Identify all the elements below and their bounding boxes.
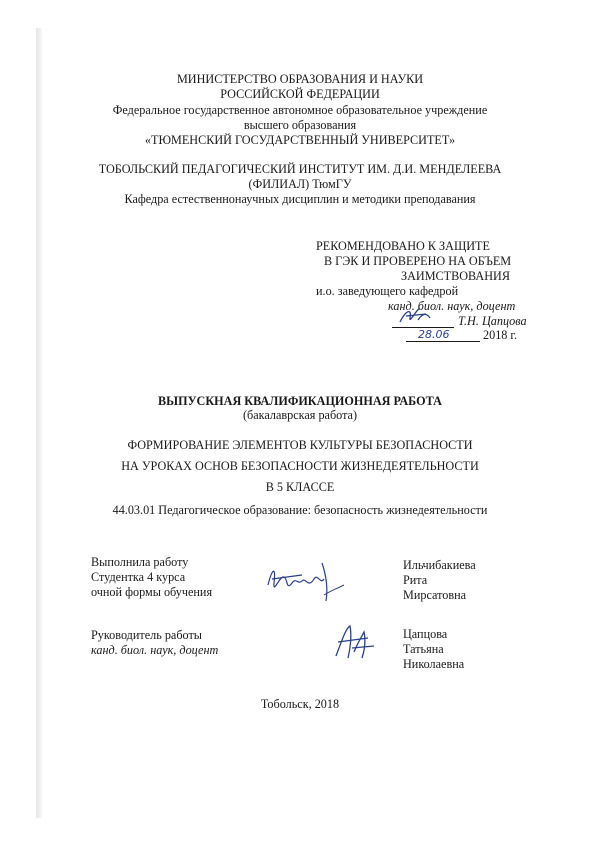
supervisor-first-name: Татьяна bbox=[403, 642, 444, 656]
student-patronymic: Мирсатовна bbox=[403, 588, 467, 602]
student-label-3: очной формы обучения bbox=[91, 585, 213, 599]
ministry-line-2: РОССИЙСКОЙ ФЕДЕРАЦИИ bbox=[220, 87, 380, 101]
place-year: Тобольск, 2018 bbox=[260, 697, 340, 711]
institution-line-2: высшего образования bbox=[243, 118, 357, 132]
head-signature-icon bbox=[396, 304, 436, 328]
work-type: ВЫПУСКНАЯ КВАЛИФИКАЦИОННАЯ РАБОТА bbox=[158, 394, 442, 408]
work-subtype: (бакалаврская работа) bbox=[242, 408, 358, 422]
specialty: 44.03.01 Педагогическое образование: безопасность жизнедеятельности bbox=[112, 503, 488, 517]
student-signature-icon bbox=[262, 555, 352, 607]
supervisor-patronymic: Николаевна bbox=[403, 657, 465, 671]
approval-date-handwritten: 28.06 bbox=[418, 328, 450, 341]
approval-year: 2018 г. bbox=[483, 328, 518, 342]
department-name: Кафедра естественнонаучных дисциплин и методики преподавания bbox=[124, 192, 476, 206]
supervisor-signature-icon bbox=[328, 622, 378, 664]
topic-line-1: ФОРМИРОВАНИЕ ЭЛЕМЕНТОВ КУЛЬТУРЫ БЕЗОПАСНОСТИ bbox=[127, 438, 473, 452]
student-label-1: Выполнила работу bbox=[91, 555, 189, 569]
institution-line-1: Федеральное государственное автономное образовательное учреждение bbox=[112, 103, 488, 117]
supervisor-surname: Цапцова bbox=[403, 627, 448, 641]
student-label-2: Студентка 4 курса bbox=[91, 570, 186, 584]
approval-degree: канд. биол. наук, доцент bbox=[388, 299, 516, 313]
topic-line-3: В 5 КЛАССЕ bbox=[265, 480, 335, 494]
student-surname: Ильчибакиева bbox=[403, 558, 476, 572]
approval-head-name: Т.Н. Цапцова bbox=[458, 314, 527, 328]
approval-line-1: РЕКОМЕНДОВАНО К ЗАЩИТЕ bbox=[316, 239, 490, 253]
supervisor-degree: канд. биол. наук, доцент bbox=[91, 643, 219, 657]
supervisor-label-1: Руководитель работы bbox=[91, 628, 202, 642]
approval-line-3: ЗАИМСТВОВАНИЯ bbox=[401, 269, 510, 283]
approval-line-2: В ГЭК И ПРОВЕРЕНО НА ОБЪЕМ bbox=[324, 254, 512, 268]
branch-line-2: (ФИЛИАЛ) ТюмГУ bbox=[248, 177, 352, 191]
branch-line-1: ТОБОЛЬСКИЙ ПЕДАГОГИЧЕСКИЙ ИНСТИТУТ ИМ. Д.И. МЕНДЕЛЕЕВА bbox=[98, 162, 502, 176]
approval-head-title: и.о. заведующего кафедрой bbox=[316, 284, 459, 298]
ministry-line-1: МИНИСТЕРСТВО ОБРАЗОВАНИЯ И НАУКИ bbox=[176, 72, 424, 86]
university-name: «ТЮМЕНСКИЙ ГОСУДАРСТВЕННЫЙ УНИВЕРСИТЕТ» bbox=[144, 133, 456, 147]
student-first-name: Рита bbox=[403, 573, 428, 587]
topic-line-2: НА УРОКАХ ОСНОВ БЕЗОПАСНОСТИ ЖИЗНЕДЕЯТЕЛЬНОСТИ bbox=[121, 459, 479, 473]
